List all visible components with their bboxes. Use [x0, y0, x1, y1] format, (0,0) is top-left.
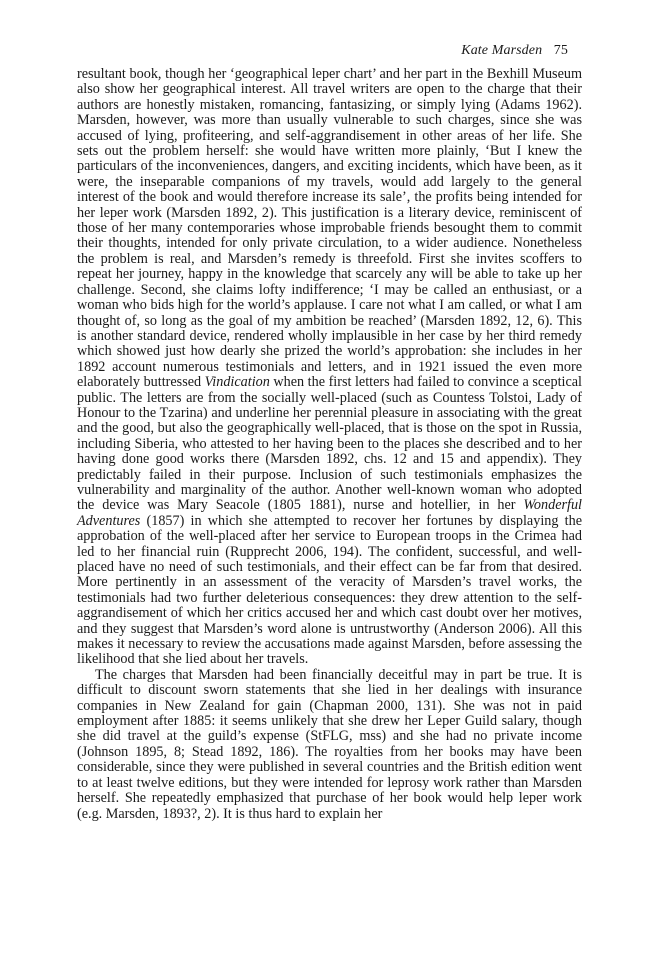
- italic-title-vindication: Vindication: [204, 374, 270, 391]
- text-segment: resultant book, though her ‘geographical leper chart’ and her part in the Bexhill Museum also show her geographical interest. All travel writers are open to the charge that their authors are honestly mistaken, romancing, fantasizing, or simply lying (Adams 1962). Marsden, however, was more than usually vulnerable to such charges, since she was accused of lying, profiteering, and self-aggrandisement in other areas of her life. She sets out the problem herself: she would have written more plainly, ‘But I knew the particulars of the inconveniences, dangers, and exciting incidents, which have been, as it were, the inseparable companions of my travels, would add largely to the general interest of the book and would therefore increase its sale’, the profits being intended for her leper work (Marsden 1892, 2). This justification is a literary device, reminiscent of those of her many contemporaries whose improbable friends besought them to commit their thoughts, intended for only private circulation, to a wider audience. Nonetheless the problem is real, and Marsden’s remedy is threefold. First she invites scoffers to repeat her journey, happy in the knowledge that scarcely any will be able to take up her challenge. Second, she claims lofty indifference; ‘I may be called an enthusiast, or a woman who bids high for the world’s applause. I care not what I am called, or what I am thought of, so long as the goal of my ambition be reached’ (Marsden 1892, 12, 6). This is another standard device, rendered wholly implausible in her case by her third remedy which showed just how dearly she prized the world’s approbation: she includes in her 1892 account numerous testimonials and letters, and in 1921 issued the even more elaborately buttressed: [77, 66, 582, 391]
- italic-title-wonderful-adventures: Wonderful Adventures: [77, 497, 582, 529]
- running-head: [461, 42, 568, 60]
- paragraph: [77, 668, 582, 822]
- text-segment: The charges that Marsden had been financially deceitful may in part be true. It is difficult to discount sworn statements that she lied in her dealings with insurance companies in New Zealand for gain (Chapman 2000, 131). She was not in paid employment after 1885: it seems unlikely that she drew her Leper Guild salary, though she did travel at the guild’s expense (StFLG, mss) and she had no private income (Johnson 1895, 8; Stead 1892, 186). The royalties from her books may have been considerable, since they were published in several countries and the British edition went to at least twelve editions, but they were intended for leprosy work rather than Marsden herself. She repeatedly emphasized that purchase of her book would help leper work (e.g. Marsden, 1893?, 2). It is thus hard to explain her: [77, 666, 582, 822]
- page-number: 75: [553, 43, 568, 58]
- body-text: [77, 67, 582, 822]
- running-head-title: Kate Marsden: [461, 43, 543, 58]
- text-segment: when the first letters had failed to convince a sceptical public. The letters are from the socially well-placed (such as Countess Tolstoi, Lady of Honour to the Tzarina) and underline her perennial pleasure in associating with the great and the good, but also the geographically well-placed, that is those on the spot in Russia, including Siberia, who attested to her having been to the places she described and to her having done good works there (Marsden 1892, chs. 12 and 15 and appendix). They predictably failed in their purpose. Inclusion of such testimonials emphasizes the vulnerability and marginality of the author. Another well-known woman who adopted the device was Mary Seacole (1805 1881), nurse and hotellier, in her: [77, 374, 582, 514]
- text-segment: (1857) in which she attempted to recover her fortunes by displaying the approbation of the well-placed after her service to European troops in the Crimea had led to her financial ruin (Rupprecht 2006, 194). The confident, successful, and well-placed have no need of such testimonials, and their effect can be far from that desired. More pertinently in an assessment of the veracity of Marsden’s travel works, the testimonials had two further deleterious consequences: they drew attention to the self-aggrandisement of which her critics accused her and which cast doubt over her motives, and they suggest that Marsden’s word alone is untrustworthy (Anderson 2006). All this makes it necessary to review the accusations made against Marsden, before assessing the likelihood that she lied about her travels.: [77, 512, 582, 668]
- paragraph: [77, 67, 582, 668]
